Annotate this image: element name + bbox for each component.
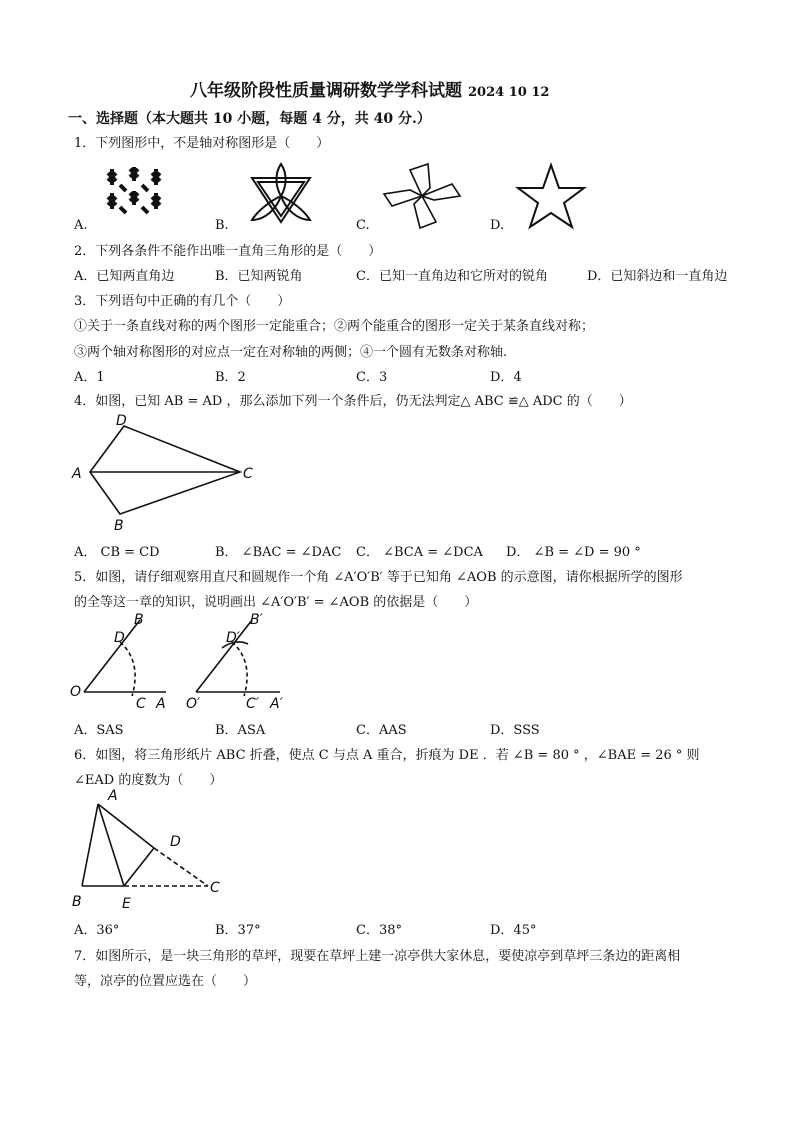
q7-stem-line1: 7．如图所示，是一块三角形的草坪，现要在草坪上建一凉亭供大家休息，要使凉亭到草坪三条边的距离相 <box>74 949 681 964</box>
q2-option-d[interactable]: D．已知斜边和一直角边 <box>587 269 728 284</box>
section-heading: 一、选择题（本大题共 10 小题，每题 4 分，共 40 分.） <box>68 111 431 127</box>
q6-option-d[interactable]: D．45° <box>490 923 537 938</box>
q5-fig2-label-o: O′ <box>186 696 201 712</box>
q3-option-c[interactable]: C．3 <box>356 370 388 385</box>
q6-label-a: A <box>108 788 118 804</box>
propeller-triangle-icon <box>244 160 318 226</box>
q6-option-c[interactable]: C．38° <box>356 923 402 938</box>
q5-fig1-label-a: A <box>156 696 166 712</box>
q5-fig1-label-o: O <box>70 684 82 700</box>
q5-fig2-label-c: C′ <box>246 696 259 712</box>
q1-option-b[interactable]: B. <box>215 218 229 233</box>
q5-figure-constructed-angle <box>186 612 296 712</box>
q5-fig1-label-b: B <box>134 612 144 628</box>
q5-option-a[interactable]: A．SAS <box>74 723 124 738</box>
q1-option-d[interactable]: D. <box>490 218 505 233</box>
q5-option-b[interactable]: B．ASA <box>215 723 266 738</box>
q3-statement-line2: ③两个轴对称图形的对应点一定在对称轴的两侧；④一个圆有无数条对称轴. <box>74 345 508 360</box>
pinwheel-icon <box>380 160 464 230</box>
q4-option-b[interactable]: B． ∠BAC = ∠DAC <box>215 545 342 560</box>
q6-label-e: E <box>122 896 131 912</box>
q5-figure-original-angle <box>70 612 180 712</box>
q5-fig1-label-c: C <box>136 696 146 712</box>
q4-option-c[interactable]: C． ∠BCA = ∠DCA <box>356 545 483 560</box>
q3-option-b[interactable]: B．2 <box>215 370 246 385</box>
exam-date: 2024 10 12 <box>468 85 550 100</box>
q6-option-a[interactable]: A．36° <box>74 923 120 938</box>
q2-option-a[interactable]: A．已知两直角边 <box>74 269 175 284</box>
q6-option-b[interactable]: B．37° <box>215 923 261 938</box>
q6-label-b: B <box>72 894 82 910</box>
exam-title <box>190 76 549 101</box>
q6-label-c: C <box>210 880 220 896</box>
q4-stem: 4．如图，已知 AB = AD ，那么添加下列一个条件后，仍无法判定△ ABC ≌△ ADC 的（ ） <box>74 394 632 409</box>
q4-label-c: C <box>243 466 253 482</box>
q4-option-d[interactable]: D． ∠B = ∠D = 90 ° <box>506 545 641 560</box>
q1-option-a[interactable]: A. <box>74 218 88 233</box>
q5-fig1-label-d: D <box>114 630 125 646</box>
q5-fig2-label-a: A′ <box>270 696 283 712</box>
q6-stem-line1: 6．如图，将三角形纸片 ABC 折叠，使点 C 与点 A 重合，折痕为 DE ．若 ∠B = 80 ° ，∠BAE = 26 ° 则 <box>74 748 700 763</box>
q5-stem-line1: 5．如图，请仔细观察用直尺和圆规作一个角 ∠A′O′B′ 等于已知角 ∠AOB 的示意图，请你根据所学的图形 <box>74 570 683 585</box>
q2-option-c[interactable]: C．已知一直角边和它所对的锐角 <box>356 269 548 284</box>
q2-option-b[interactable]: B．已知两锐角 <box>215 269 303 284</box>
q4-kite-figure <box>68 412 268 532</box>
q7-stem-line2: 等，凉亭的位置应选在（ ） <box>74 974 257 989</box>
q3-statement-line1: ①关于一条直线对称的两个图形一定能重合；②两个能重合的图形一定关于某条直线对称； <box>74 319 595 334</box>
q6-fold-figure <box>70 790 230 910</box>
q4-label-a: A <box>72 466 82 482</box>
q4-option-a[interactable]: A． CB = CD <box>74 545 160 560</box>
q5-option-c[interactable]: C．AAS <box>356 723 407 738</box>
q3-option-d[interactable]: D．4 <box>490 370 522 385</box>
q5-option-d[interactable]: D．SSS <box>490 723 540 738</box>
q5-fig2-label-d: D′ <box>226 630 240 646</box>
q1-stem: 1．下列图形中，不是轴对称图形是（ ） <box>74 136 330 151</box>
q4-label-d: D <box>116 413 127 429</box>
q3-option-a[interactable]: A．1 <box>74 370 105 385</box>
q2-stem: 2．下列各条件不能作出唯一直角三角形的是（ ） <box>74 244 382 259</box>
q1-option-c[interactable]: C. <box>356 218 370 233</box>
q3-stem: 3．下列语句中正确的有几个（ ） <box>74 294 291 309</box>
q5-stem-line2: 的全等这一章的知识，说明画出 ∠A′O′B′ = ∠AOB 的依据是（ ） <box>74 595 478 610</box>
q6-stem-line2: ∠EAD 的度数为（ ） <box>74 773 223 788</box>
title-text: 八年级阶段性质量调研数学学科试题 <box>190 81 462 101</box>
star-icon <box>516 163 586 229</box>
q6-label-d: D <box>170 834 181 850</box>
q5-fig2-label-b: B′ <box>250 612 263 628</box>
snowflake-icon <box>100 165 166 221</box>
q4-label-b: B <box>114 518 124 534</box>
